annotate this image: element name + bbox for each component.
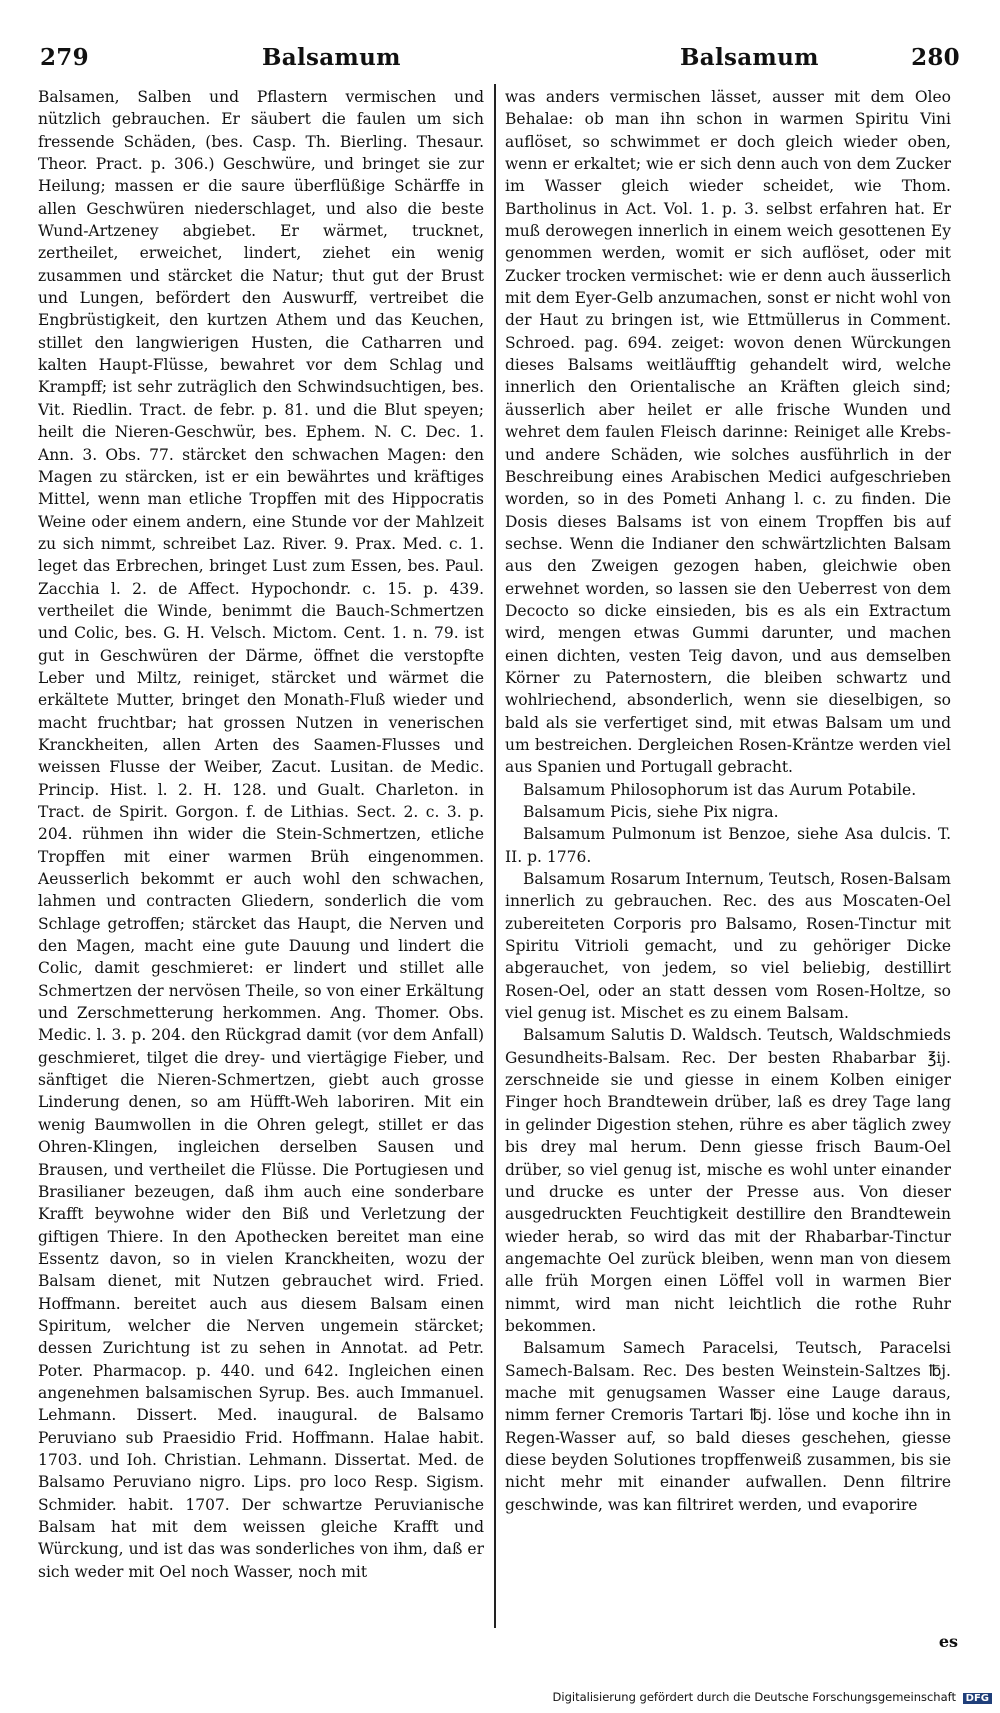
left-column xyxy=(38,86,484,1628)
entry-paragraph: Balsamum Samech Paracelsi, Teutsch, Paracelsi Samech-Balsam. Rec. Des besten Weinstein-Saltzes ℔j. mache mit genugsamen Wasser eine Lauge daraus, nimm ferner Cremoris Tartari ℔j. löse und koche ihn in Regen-Wasser auf, so bald dieses geschehen, giesse diese beyden Solutiones tropffenweiß zusammen, bis sie nicht mehr mit einander aufwallen. Denn filtrire geschwinde, was kan filtriret werden, und evaporire xyxy=(505,1339,951,1514)
page-number-left: 279 xyxy=(40,44,89,71)
entry-paragraph: Balsamum Picis, siehe Pix nigra. xyxy=(523,803,779,821)
column-divider xyxy=(494,84,496,1628)
footer-text: Digitalisierung gefördert durch die Deutsche Forschungsgemeinschaft xyxy=(552,1690,956,1704)
entry-paragraph: Balsamum Salutis D. Waldsch. Teutsch, Waldschmieds Gesundheits-Balsam. Rec. Der besten Rhabarbar ℥ij. zerschneide sie und giesse in einem Kolben einiger Finger hoch Brandtewein drüber, laß es drey Tage lang in gelinder Digestion stehen, rühre es aber täglich zwey bis drey mal herum. Denn giesse frisch Baum-Oel drüber, so viel genug ist, mische es wohl unter einander und drucke es unter der Presse aus. Von dieser ausgedruckten Feuchtigkeit destillire den Brandtewein wieder herab, so wird das mit der Rhabarbar-Tinctur angemachte Oel zurück bleiben, wenn man von diesem alle früh Morgen einen Löffel voll in warmen Bier nimmt, wird man nicht leichtlich die rothe Ruhr bekommen. xyxy=(505,1026,951,1335)
dfg-logo: DFG xyxy=(963,1693,992,1704)
page-number-right: 280 xyxy=(911,44,960,71)
running-title-left: Balsamum xyxy=(262,44,401,71)
entry-paragraph: Balsamum Pulmonum ist Benzoe, siehe Asa dulcis. T. II. p. 1776. xyxy=(505,825,951,866)
entry-paragraph: Balsamum Rosarum Internum, Teutsch, Rosen-Balsam innerlich zu gebrauchen. Rec. des aus Moscaten-Oel zubereiteten Corporis pro Balsamo, Rosen-Tinctur mit Spiritu Vitrioli gemacht, und zu gehöriger Dicke abgerauchet, von jedem, so viel beliebig, destillirt Rosen-Oel, oder an statt dessen vom Rosen-Holtze, so viel genug ist. Mischet es zu einem Balsam. xyxy=(505,870,951,1023)
entry-paragraph: Balsamum Philosophorum ist das Aurum Potabile. xyxy=(523,780,917,799)
catchword: es xyxy=(938,1632,958,1651)
paragraph: Balsamen, Salben und Pflastern vermischen und nützlich gebrauchen. Er säubert die faulen um sich fressende Schäden, (bes. Casp. Th. Bierling. Thesaur. Theor. Pract. p. 306.) Geschwüre, und bringet sie zur Heilung; massen er die saure überflüßige Schärffe in allen Geschwüren niederschlaget, und also die beste Wund-Artzeney abgiebet. Er wärmet, trucknet, zertheilet, erweichet, lindert, ziehet ein wenig zusammen und stärcket die Natur; thut gut der Brust und Lungen, befördert den Auswurff, vertreibet die Engbrüstigkeit, den kurtzen Athem und das Keuchen, stillet den langwierigen Husten, die Catharren und kalten Haupt-Flüsse, bewahret vor dem Schlag und Krampff; ist sehr zuträglich den Schwindsuchtigen, bes. Vit. Riedlin. Tract. de febr. p. 81. und die Blut speyen; heilt die Nieren-Geschwür, bes. Ephem. N. C. Dec. 1. Ann. 3. Obs. 77. stärcket den schwachen Magen: den Magen zu stärcken, ist er ein bewährtes und kräftiges Mittel, wenn man etliche Tropffen mit des Hippocratis Weine oder einem andern, eine Stunde vor der Mahlzeit zu sich nimmt, schreibet Laz. River. 9. Prax. Med. c. 1. leget das Erbrechen, bringet Lust zum Essen, bes. Paul. Zacchia l. 2. de Affect. Hypochondr. c. 15. p. 439. vertheilet die Winde, benimmt die Bauch-Schmertzen und Colic, bes. G. H. Velsch. Mictom. Cent. 1. n. 79. ist gut in Geschwüren der Därme, öffnet die verstopfte Leber und Miltz, reiniget, stärcket und wärmet die erkältete Mutter, bringet den Monath-Fluß wieder und macht fruchtbar; hat grossen Nutzen in venerischen Kranckheiten, allen Arten des Saamen-Flusses und weissen Flusse der Weiber, Zacut. Lusitan. de Medic. Princip. Hist. l. 2. H. 128. und Gualt. Charleton. in Tract. de Spirit. Gorgon. f. de Lithias. Sect. 2. c. 3. p. 204. rühmen ihn wider die Stein-Schmertzen, etliche Tropffen mit einer warmen Brüh eingenommen. Aeusserlich bekommt er auch wohl den schwachen, lahmen und contracten Gliedern, sonderlich die vom Schlage getroffen; stärcket das Haupt, die Nerven und den Magen, macht eine gute Dauung und lindert die Colic, damit geschmieret: er lindert und stillet alle Schmertzen der nervösen Theile, so von einer Erkältung und Zerschmetterung herkommen. Ang. Thomer. Obs. Medic. l. 3. p. 204. den Rückgrad damit (vor dem Anfall) geschmieret, tilget die drey- und viertägige Fieber, und sänftiget die Nieren-Schmertzen, giebt auch grosse Linderung denen, so am Hüfft-Weh laboriren. Mit ein wenig Baumwollen in die Ohren gelegt, stillet er das Ohren-Klingen, ingleichen derselben Sausen und Brausen, und vertheilet die Flüsse. Die Portugiesen und Brasilianer bezeugen, daß ihm auch eine sonderbare Krafft beywohne wider den Biß und Verletzung der giftigen Thiere. In den Apothecken bereitet man eine Essentz davon, so in vielen Kranckheiten, wozu der Balsam dienet, mit Nutzen gebrauchet wird. Fried. Hoffmann. bereitet auch aus diesem Balsam einen Spiritum, welcher die Nerven ungemein stärcket; dessen Zurichtung ist zu sehen in Annotat. ad Petr. Poter. Pharmacop. p. 440. und 642. Ingleichen einen angenehmen balsamischen Syrup. Bes. auch Immanuel. Lehmann. Dissert. Med. inaugural. de Balsamo Peruviano sub Praesidio Frid. Hoffmann. Halae habit. 1703. und Ioh. Christian. Lehmann. Dissertat. Med. de Balsamo Peruviano nigro. Lips. pro loco Resp. Sigism. Schmider. habit. 1707. Der schwartze Peruvianische Balsam hat mit dem weissen gleiche Krafft und Würckung, und ist das was sonderliches von ihm, daß er sich weder mit Oel noch Wasser, noch mit xyxy=(38,88,484,1581)
right-column xyxy=(505,86,951,1628)
page-header xyxy=(40,40,960,76)
paragraph: was anders vermischen lässet, ausser mit dem Oleo Behalae: ob man ihn schon in warmen Spiritu Vini auflöset, so schwimmet er doch gleich wieder oben, wenn er erkaltet; wie er sich denn auch von dem Zucker im Wasser gleich wieder scheidet, wie Thom. Bartholinus in Act. Vol. 1. p. 3. selbst erfahren hat. Er muß derowegen innerlich in einem weich gesottenen Ey genommen werden, womit er sich auflöset, oder mit Zucker trocken vermischet: wie er denn auch äusserlich mit dem Eyer-Gelb anzumachen, sonst er nicht wohl von der Haut zu bringen ist, wie Ettmüllerus in Comment. Schroed. pag. 694. zeiget: wovon denen Würckungen dieses Balsams weitläufftig gehandelt wird, welche innerlich den Orientalische an Kräften gleich sind; äusserlich aber heilet er alle frische Wunden und wehret dem faulen Fleisch darinne: Reiniget alle Krebs- und andere Schäden, wie solches ausführlich in der Beschreibung eines Arabischen Medici aufgeschrieben worden, so in des Pometi Anhang l. c. zu finden. Die Dosis dieses Balsams ist von einem Tropffen bis auf sechse. Wenn die Indianer den schwärtzlichten Balsam aus den Zweigen gezogen haben, gleichwie oben erwehnet worden, so lassen sie den Ueberrest von dem Decocto so dicke einsieden, bis es als ein Extractum wird, mengen etwas Gummi darunter, und machen einen dichten, vesten Teig davon, und aus demselben Körner zu Paternostern, die bleiben schwartz und wohlriechend, absonderlich, wenn sie dieselbigen, so bald als sie verfertiget sind, mit etwas Balsam um und um bestreichen. Dergleichen Rosen-Kräntze werden viel aus Spanien und Portugall gebracht. xyxy=(505,88,951,777)
digitization-footer xyxy=(553,1690,992,1704)
running-title-right: Balsamum xyxy=(680,44,819,71)
